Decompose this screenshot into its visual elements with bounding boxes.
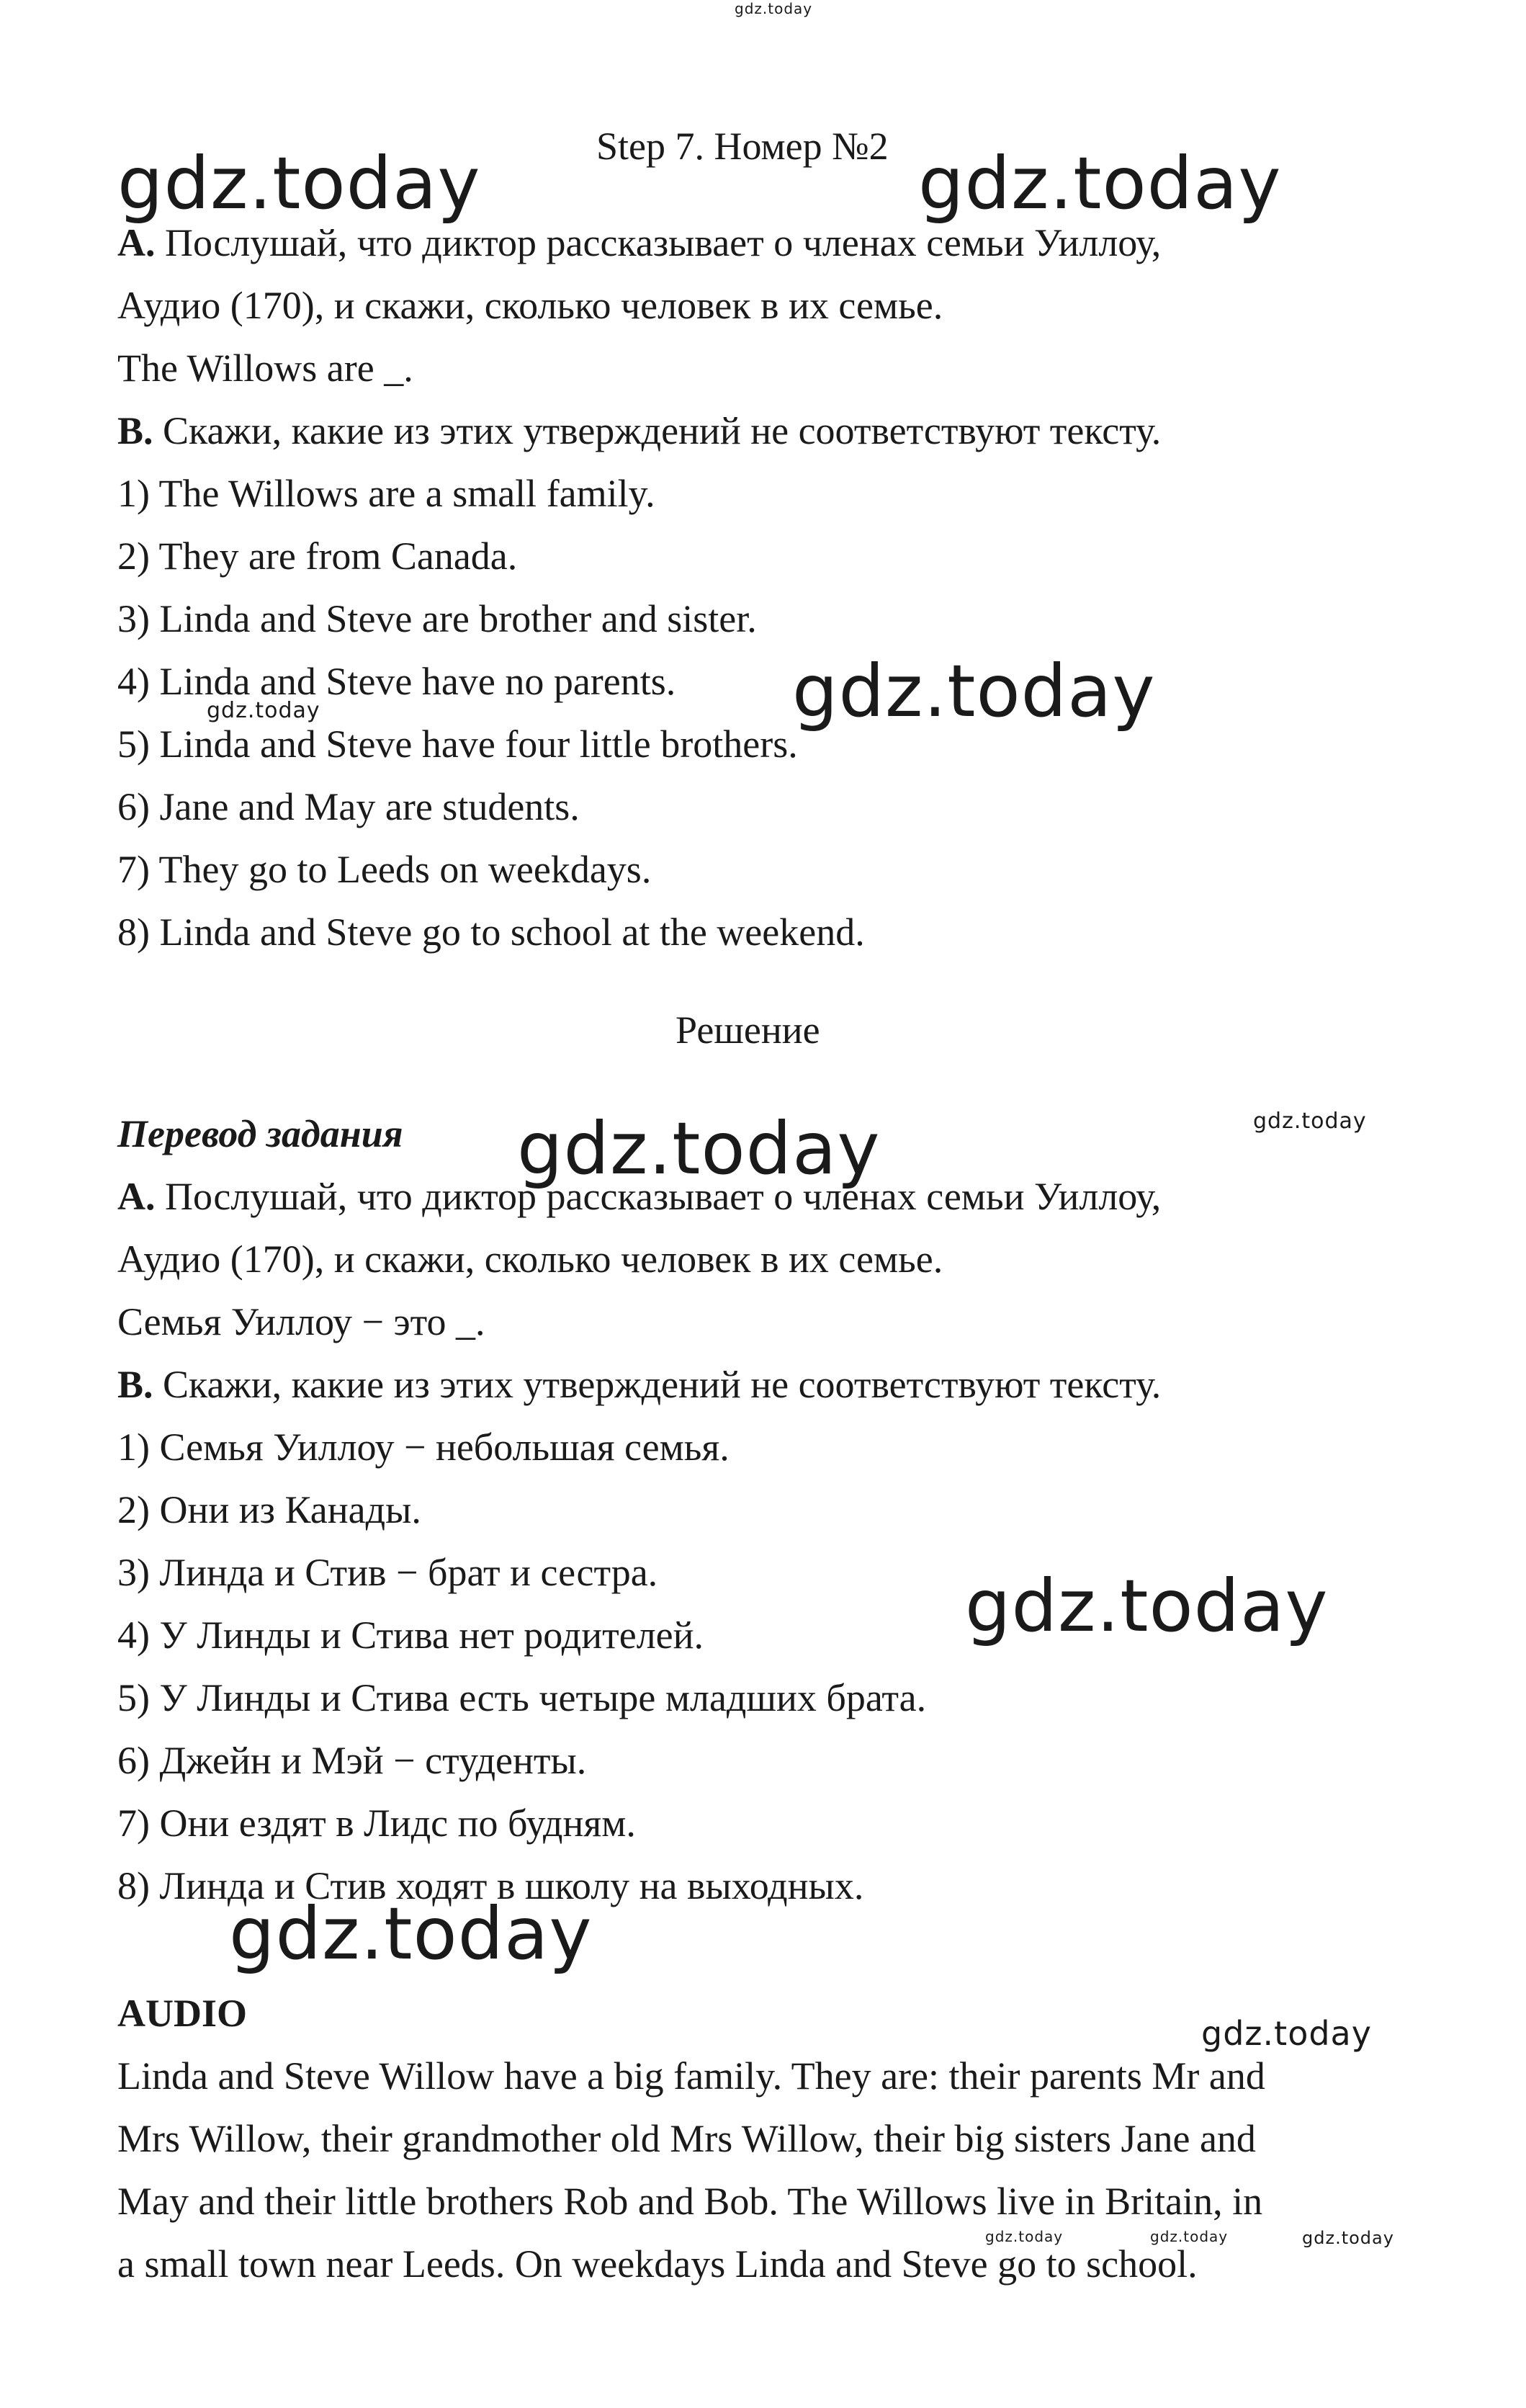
watermark-tiny: gdz.today	[1150, 2228, 1229, 2245]
statement-item: 7) They go to Leeds on weekdays.	[117, 848, 652, 891]
statement-item: 1) The Willows are a small family.	[117, 472, 655, 515]
translation-a-line-2: Аудио (170), и скажи, сколько человек в их семье.	[117, 1237, 943, 1281]
statement-item: 6) Jane and May are students.	[117, 785, 580, 828]
statement-item: 4) Linda and Steve have no parents.	[117, 660, 676, 703]
translation-statement-item: 7) Они ездят в Лидс по будням.	[117, 1801, 636, 1845]
translation-statement-item: 4) У Линды и Стива нет родителей.	[117, 1613, 704, 1657]
page-title: Step 7. Номер №2	[596, 125, 889, 168]
solution-heading: Решение	[676, 1008, 820, 1052]
watermark: gdz.today	[117, 141, 481, 225]
translation-statement-item: 8) Линда и Стив ходят в школу на выходных.	[117, 1864, 864, 1907]
translation-statement-item: 1) Семья Уиллоу − небольшая семья.	[117, 1425, 730, 1469]
watermark: gdz.today	[517, 1106, 881, 1191]
watermark: gdz.today	[965, 1564, 1329, 1648]
watermark-tiny: gdz.today	[1302, 2228, 1394, 2248]
audio-text-line: Mrs Willow, their grandmother old Mrs Willow, their big sisters Jane and	[117, 2117, 1256, 2160]
watermark: gdz.today	[229, 1892, 593, 1976]
translation-statement-item: 3) Линда и Стив − брат и сестра.	[117, 1551, 658, 1594]
audio-heading: AUDIO	[117, 1992, 248, 2035]
task-a-line-1: A. Послушай, что диктор рассказывает о членах семьи Уиллоу,	[117, 221, 1162, 264]
translation-b-line: B. Скажи, какие из этих утверждений не соответствуют тексту.	[117, 1363, 1162, 1406]
task-b-line: B. Скажи, какие из этих утверждений не соответствуют тексту.	[117, 409, 1162, 452]
audio-text-line: May and their little brothers Rob and Bob. The Willows live in Britain, in	[117, 2180, 1263, 2223]
watermark: gdz.today	[792, 649, 1156, 733]
audio-text-line: a small town near Leeds. On weekdays Linda and Steve go to school.	[117, 2242, 1198, 2286]
task-a-fill: The Willows are _.	[117, 346, 413, 390]
watermark-tiny: gdz.today	[985, 2228, 1064, 2245]
translation-heading: Перевод задания	[117, 1112, 403, 1155]
watermark: gdz.today	[918, 141, 1282, 225]
translation-a-fill: Семья Уиллоу − это _.	[117, 1300, 485, 1343]
statement-item: 5) Linda and Steve have four little brothers.	[117, 722, 798, 766]
statement-item: 2) They are from Canada.	[117, 534, 518, 578]
watermark-small: gdz.today	[207, 698, 320, 723]
statement-item: 8) Linda and Steve go to school at the weekend.	[117, 910, 865, 954]
translation-a-line-1: A. Послушай, что диктор рассказывает о членах семьи Уиллоу,	[117, 1175, 1162, 1218]
task-a-line-2: Аудио (170), и скажи, сколько человек в их семье.	[117, 284, 943, 327]
watermark-small: gdz.today	[1253, 1109, 1367, 1134]
statement-item: 3) Linda and Steve are brother and sister.	[117, 597, 757, 640]
translation-statement-item: 2) Они из Канады.	[117, 1488, 421, 1531]
translation-statement-item: 5) У Линды и Стива есть четыре младших брата.	[117, 1676, 927, 1719]
watermark-tiny: gdz.today	[735, 0, 813, 17]
translation-statement-item: 6) Джейн и Мэй − студенты.	[117, 1739, 587, 1782]
audio-text-line: Linda and Steve Willow have a big family. They are: their parents Mr and	[117, 2054, 1265, 2098]
watermark-medium: gdz.today	[1201, 2014, 1372, 2053]
